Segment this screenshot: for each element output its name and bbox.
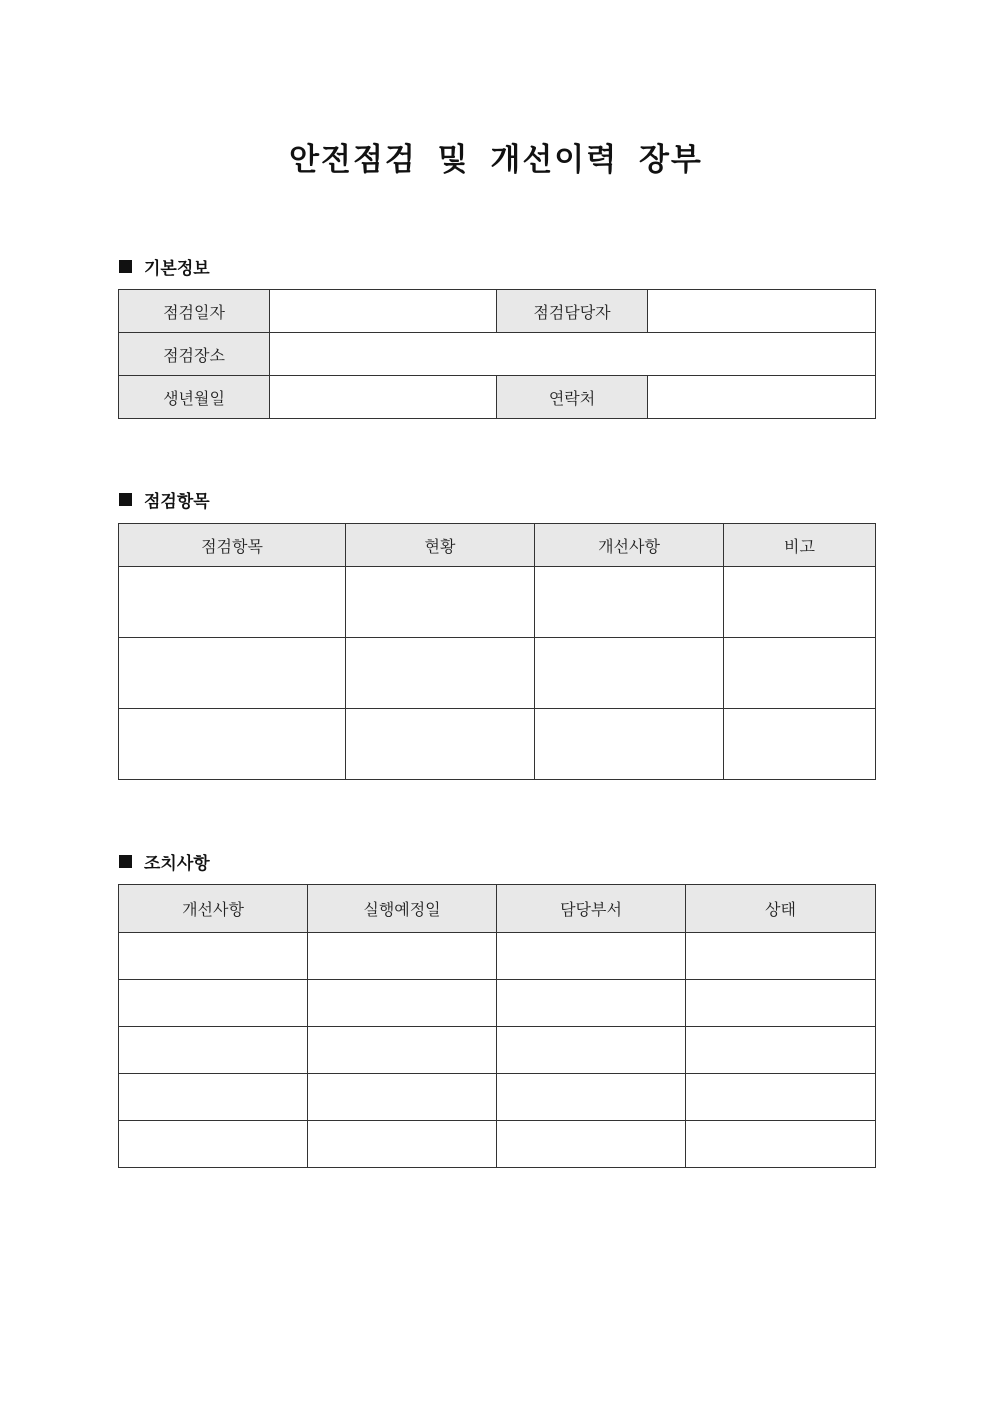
inspector-field[interactable]	[648, 290, 876, 333]
table-cell[interactable]	[724, 567, 876, 638]
table-cell[interactable]	[724, 709, 876, 780]
table-cell[interactable]	[686, 1027, 876, 1074]
contact-label: 연락처	[497, 376, 648, 419]
table-cell[interactable]	[308, 1074, 497, 1121]
square-bullet-icon	[119, 260, 132, 273]
table-cell[interactable]	[535, 567, 724, 638]
inspector-label: 점검담당자	[497, 290, 648, 333]
table-cell[interactable]	[497, 1027, 686, 1074]
table-cell[interactable]	[497, 1074, 686, 1121]
table-row	[119, 980, 876, 1027]
column-header: 상태	[686, 885, 876, 933]
table-cell[interactable]	[686, 980, 876, 1027]
birth-date-label: 생년월일	[119, 376, 270, 419]
column-header: 점검항목	[119, 524, 346, 567]
table-cell[interactable]	[119, 933, 308, 980]
table-row	[119, 1074, 876, 1121]
table-cell[interactable]	[119, 709, 346, 780]
table-header-row	[119, 885, 876, 933]
inspection-location-field[interactable]	[270, 333, 876, 376]
table-cell[interactable]	[346, 709, 535, 780]
actions-table	[118, 884, 876, 1168]
table-cell[interactable]	[119, 1027, 308, 1074]
table-header-row	[119, 524, 876, 567]
table-row	[119, 333, 876, 376]
square-bullet-icon	[119, 493, 132, 506]
inspection-date-field[interactable]	[270, 290, 497, 333]
column-header: 담당부서	[497, 885, 686, 933]
table-cell[interactable]	[686, 933, 876, 980]
section-heading-label: 기본정보	[144, 259, 210, 279]
column-header: 실행예정일	[308, 885, 497, 933]
table-cell[interactable]	[346, 638, 535, 709]
section-heading-inspection-items	[119, 487, 210, 512]
section-heading-label: 점검항목	[144, 492, 210, 512]
section-heading-label: 조치사항	[144, 854, 210, 874]
table-cell[interactable]	[497, 1121, 686, 1168]
table-cell[interactable]	[119, 638, 346, 709]
table-cell[interactable]	[119, 1074, 308, 1121]
column-header: 개선사항	[119, 885, 308, 933]
table-cell[interactable]	[119, 1121, 308, 1168]
table-row	[119, 1027, 876, 1074]
table-cell[interactable]	[119, 567, 346, 638]
table-cell[interactable]	[346, 567, 535, 638]
table-row	[119, 376, 876, 419]
column-header: 비고	[724, 524, 876, 567]
table-row	[119, 567, 876, 638]
section-heading-basic-info	[119, 254, 210, 279]
table-cell[interactable]	[497, 980, 686, 1027]
table-cell[interactable]	[686, 1121, 876, 1168]
table-row	[119, 709, 876, 780]
table-row	[119, 638, 876, 709]
table-cell[interactable]	[308, 1027, 497, 1074]
page-title: 안전점검 및 개선이력 장부	[289, 142, 703, 178]
table-row	[119, 1121, 876, 1168]
basic-info-table	[118, 289, 876, 419]
table-cell[interactable]	[535, 709, 724, 780]
table-cell[interactable]	[535, 638, 724, 709]
birth-date-field[interactable]	[270, 376, 497, 419]
table-cell[interactable]	[119, 980, 308, 1027]
contact-field[interactable]	[648, 376, 876, 419]
table-cell[interactable]	[686, 1074, 876, 1121]
table-row	[119, 290, 876, 333]
table-cell[interactable]	[308, 1121, 497, 1168]
inspection-items-table	[118, 523, 876, 780]
square-bullet-icon	[119, 855, 132, 868]
table-cell[interactable]	[308, 980, 497, 1027]
column-header: 개선사항	[535, 524, 724, 567]
table-cell[interactable]	[497, 933, 686, 980]
column-header: 현황	[346, 524, 535, 567]
table-row	[119, 933, 876, 980]
inspection-location-label: 점검장소	[119, 333, 270, 376]
inspection-date-label: 점검일자	[119, 290, 270, 333]
table-cell[interactable]	[724, 638, 876, 709]
table-cell[interactable]	[308, 933, 497, 980]
section-heading-actions	[119, 849, 210, 874]
